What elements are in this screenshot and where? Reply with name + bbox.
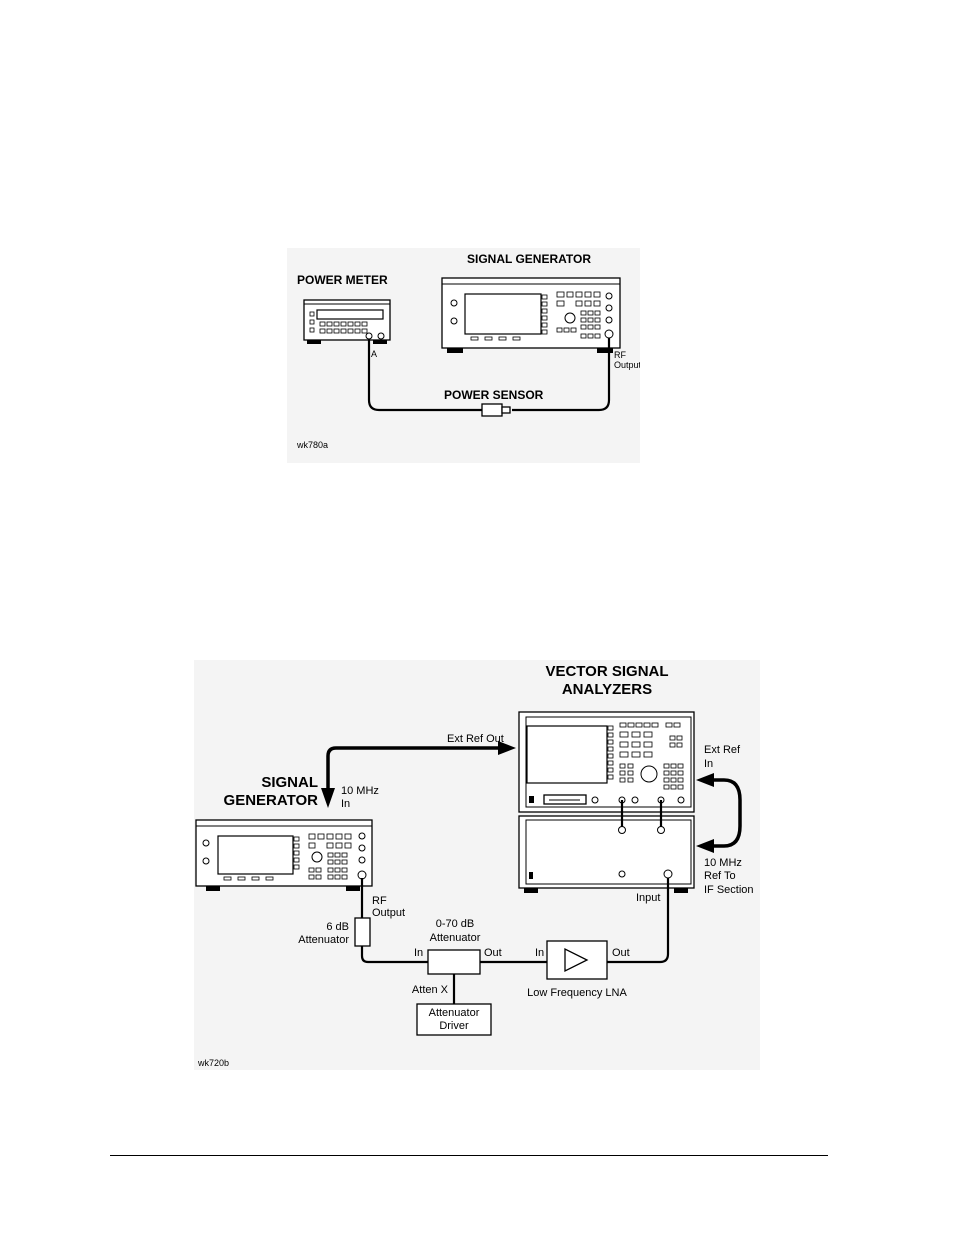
atten-x-label: Atten X <box>411 984 448 996</box>
ref-to-if-line2: Ref To <box>704 870 736 882</box>
variable-attenuator <box>428 950 480 974</box>
lna-out-label: Out <box>612 947 630 959</box>
sg-rotary-knob-icon <box>312 852 322 862</box>
vsa-title-line1: VECTOR SIGNAL <box>545 663 669 680</box>
port-a-label: A <box>371 349 378 359</box>
sg-title-line1: SIGNAL <box>261 774 318 791</box>
ref-to-if-line3: IF Section <box>704 884 754 896</box>
ext-ref-in-arrow-icon <box>696 773 714 787</box>
signal-generator-instrument <box>196 820 372 891</box>
signal-generator-title: SIGNAL GENERATOR <box>467 252 592 266</box>
figure-id: wk780a <box>297 440 329 450</box>
driver-line2: Driver <box>439 1020 469 1032</box>
driver-line1: Attenuator <box>428 1007 480 1019</box>
power-sensor-title: POWER SENSOR <box>444 388 544 402</box>
power-meter-title: POWER METER <box>297 273 388 287</box>
vsa-title-line2: ANALYZERS <box>561 681 653 698</box>
ref-to-if-arrow-icon <box>696 839 714 853</box>
ref-loop-cable <box>711 780 740 846</box>
six-db-line1: 6 dB <box>326 921 349 933</box>
ext-ref-out-label: Ext Ref Out <box>447 733 504 745</box>
footer-rule <box>110 1155 828 1156</box>
sg-title-line2: GENERATOR <box>223 792 318 809</box>
vsa-test-setup-diagram <box>194 660 760 1070</box>
six-db-attenuator <box>355 918 370 946</box>
ten-mhz-in-line2: In <box>341 798 351 810</box>
ten-mhz-in-line1: 10 MHz <box>341 785 379 797</box>
rotary-knob-icon <box>565 313 575 323</box>
var-atten-line1: 0-70 dB <box>435 918 475 930</box>
ref-to-if-line1: 10 MHz <box>704 857 742 869</box>
power-meter-setup-diagram <box>287 248 640 463</box>
vector-signal-analyzer-instrument <box>519 712 694 812</box>
lna-label: Low Frequency LNA <box>527 987 627 999</box>
channel-a-connector-icon <box>366 333 372 339</box>
lna-in-label: In <box>535 947 545 959</box>
figure-id: wk720b <box>198 1058 230 1068</box>
rf-output-label-line2: Output <box>614 360 640 370</box>
ext-ref-out-cable <box>328 748 499 790</box>
input-label: Input <box>636 892 661 904</box>
rf-output-connector-icon <box>605 330 613 338</box>
rf-output-line2: Output <box>372 907 406 919</box>
atten-out-label: Out <box>484 947 502 959</box>
ten-mhz-in-arrow-icon <box>321 788 335 808</box>
ext-ref-in-line1: Ext Ref <box>704 744 741 756</box>
signal-generator-instrument <box>442 278 620 353</box>
vsa-input-connector-icon <box>664 870 672 878</box>
sg-rf-output-connector-icon <box>358 871 366 879</box>
vsa-rotary-knob-icon <box>641 766 657 782</box>
power-meter-instrument <box>304 300 390 344</box>
ext-ref-in-line2: In <box>704 758 714 770</box>
atten-in-label: In <box>414 947 424 959</box>
six-db-line2: Attenuator <box>298 934 349 946</box>
rf-output-line1: RF <box>372 895 387 907</box>
vsa-test-setup-svg <box>194 660 760 1070</box>
power-meter-setup-svg <box>287 248 640 463</box>
power-sensor-icon <box>482 404 510 416</box>
rf-output-label-line1: RF <box>614 350 626 360</box>
var-atten-line2: Attenuator <box>429 932 481 944</box>
